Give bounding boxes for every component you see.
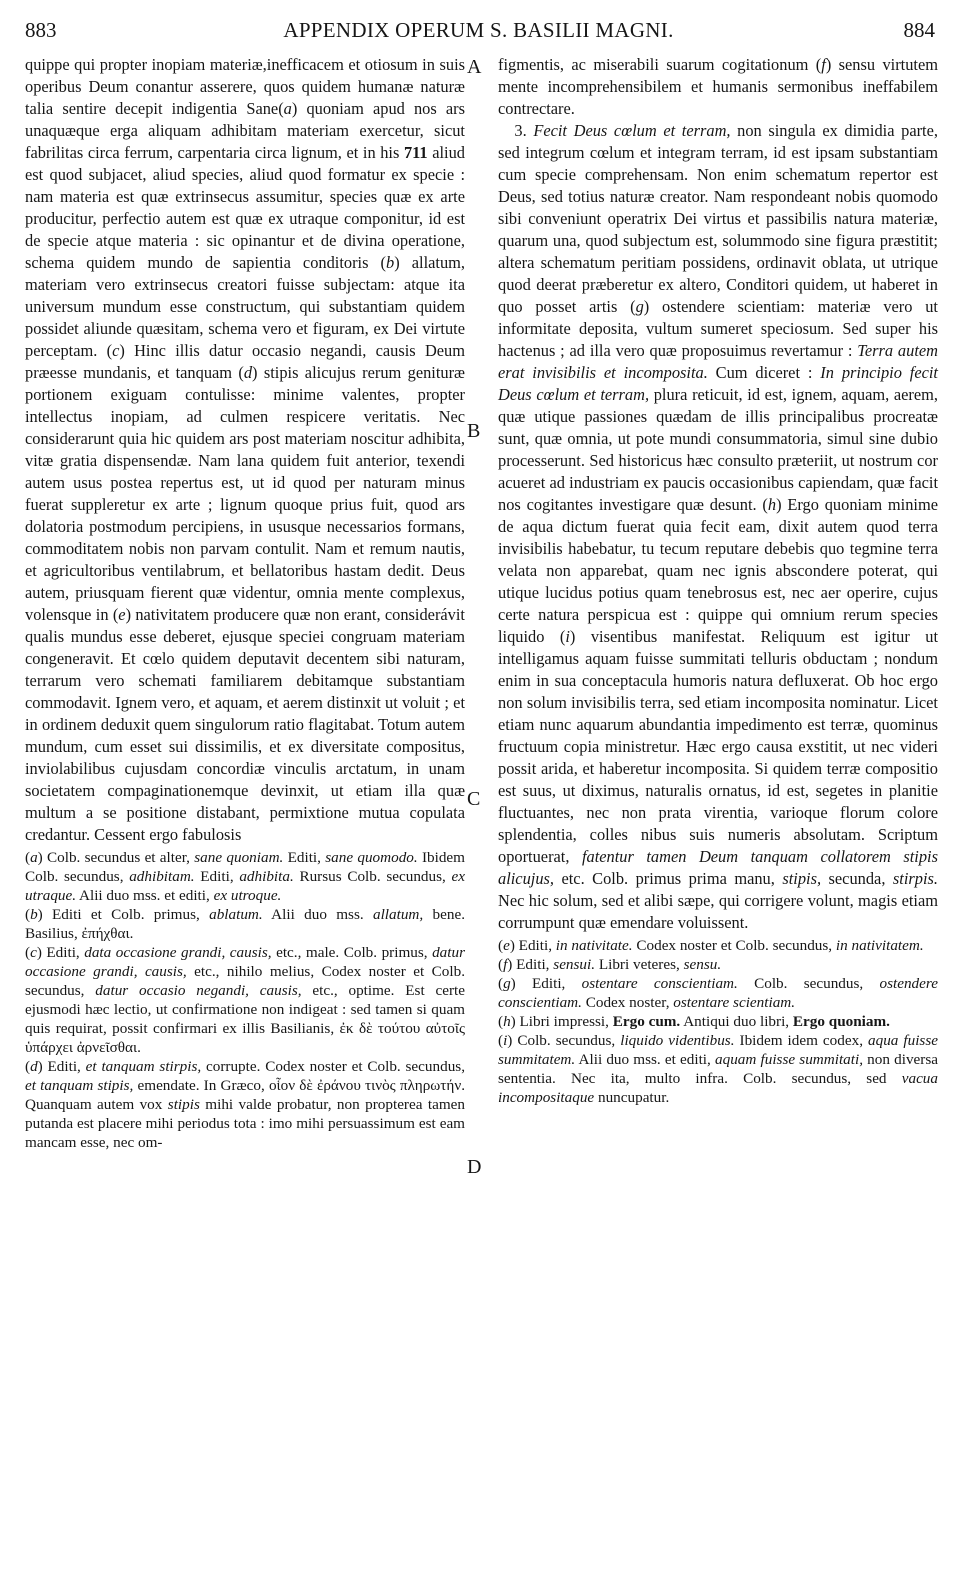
footnote-h: (h) Libri impressi, Ergo cum. Antiqui duo libri, Ergo quoniam. xyxy=(498,1013,890,1030)
footnote-e: (e) Editi, in nativitate. Codex noster et Colb. secundus, in nativitatem. xyxy=(498,937,924,954)
footnote-b: (b) Editi et Colb. primus, ablatum. Alii duo mss. allatum, bene. Basilius, ἐπήχθαι. xyxy=(25,906,465,942)
right-footnotes xyxy=(498,936,938,1107)
page-number-right: 884 xyxy=(903,18,935,42)
right-column xyxy=(498,54,938,1107)
footnote-c: (c) Editi, data occasione grandi, causis, etc., male. Colb. primus, datur occasione grandi, causis, etc., nihilo melius, Codex noster et Colb. secundus, datur occasio negandi, causis, etc., optime. Est certe ejusmodi hæc lectio, ut confirmatione non indigeat : sed tamen si quam quis requirat, possit confirmari ex illis Basilianis, ἐκ δὲ τούτου αὐτοῖς ὑπάρχει ἀρνεῖσθαι. xyxy=(25,944,466,1056)
margin-marker-d: D xyxy=(467,1156,482,1178)
footnote-f: (f) Editi, sensui. Libri veteres, sensu. xyxy=(498,956,722,973)
right-body-text: figmentis, ac miserabili suarum cogitationum (f) sensu virtutem mente incomprehensibilem et humanis sermonibus ineffabilem contrectare. 3. Fecit Deus cœlum et terram, non singula ex dimidia parte, sed integrum cœlum et integram terram, id est ipsam substantiam cum specie comprehensam. Non enim schematum repertor est Deus, sed totius naturæ creator. Nam respondeant nobis quomodo sibi conveniunt operatrix Dei virtus et passibilis natura materiæ, quarum una, quod subjectum est, solummodo sine figura præstitit; altera schematum peritiam possidens, ordinavit oblata, ut utrique quod deerat præberetur ex altero, Conditori quidem, ut haberet in quo posset artis (g) ostendere scientiam: materiæ vero ut informitate deposita, vultum sumeret speciosum. Sed super his hactenus ; ad illa vero quæ proposuimus revertamur : Terra autem erat invisibilis et incomposita. Cum diceret : In principio fecit Deus cœlum et terram, plura reticuit, id est, ignem, aquam, aerem, quæ utique passiones quædam de illis principalibus procreatæ sunt, quæ omnia, ut pote mundi consummatoria, simul sine dubio processerunt. Sed historicus hæc consulto præteriit, ut nostrum cor acueret ad industriam ex paucis occasionibus capiendam, quæ facit nos cogitantes investigare quæ desunt. (h) Ergo quoniam minime de aqua dictum fuerat quia fecit eam, dixit autem quod terra invisibilis habebatur, tu tecum reputare debebis quo tegmine terra velata non apparebat, quam nec ignis abscondere poterat, qui utique lucidus potius quam tenebrosus est, nec aer operire, cujus certe natura perspicua est : quippe qui omnium rerum species liquido (i) visentibus manifestat. Reliquum est igitur ut intelligamus aquam fuisse summitati telluris obductam ; nondum enim in sua conceptacula humoris natura defluxerat. Ob hoc ergo non solum invisibilis terra, sed etiam incomposita nominatur. Licet etiam nunc aquarum abundantia impedimento est terræ, quominus fructuum copia ministretur. Hæc ergo causa exstitit, ut nec videri possit arida, et haberetur incomposita. Si quidem terræ compositio est suus, ut diximus, naturalis ornatus, id est, segetes in planitie fluctuantes, nec non prata virentia, varioque florum colore splendentia, colles nibus suis numeris absolutam. Scriptum oportuerat, fatentur tamen Deum tanquam collatorem stipis alicujus, etc. Colb. primus prima manu, stipis, secunda, stirpis. Nec hic solum, sed et alibi sæpe, qui corrigere volunt, magis etiam corrumpunt quæ emendare voluissent. xyxy=(498,55,938,932)
footnote-d: (d) Editi, et tanquam stirpis, corrupte. Codex noster et Colb. secundus, et tanquam stipis, emendate. In Græco, οἷον δὲ ἐράνου τινὸς πληρωτήν. Quanquam autem vox stipis mihi valde probatur, non propterea tamen putanda est placere mihi periodus tota : imo mihi persuassimum est eam mancam esse, nec om- xyxy=(25,1058,466,1151)
footnote-a: (a) Colb. secundus et alter, sane quoniam. Editi, sane quomodo. Ibidem Colb. secundus, adhibitam. Editi, adhibita. Rursus Colb. secundus, ex utraque. Alii duo mss. et editi, ex utroque. xyxy=(25,849,465,904)
margin-marker-c: C xyxy=(467,788,481,810)
footnote-i: (i) Colb. secundus, liquido videntibus. Ibidem idem codex, aqua fuisse summitatem. Alii duo mss. et editi, aquam fuisse summitati, non diversa sententia. Nec ita, multo infra. Colb. secundus, sed vacua incompositaque nuncupatur. xyxy=(498,1032,938,1106)
left-column xyxy=(25,54,465,1152)
margin-marker-b: B xyxy=(467,420,481,442)
page-number-left: 883 xyxy=(25,18,57,42)
footnote-g: (g) Editi, ostentare conscientiam. Colb. secundus, ostendere conscientiam. Codex noster, ostentare scientiam. xyxy=(498,975,938,1011)
left-footnotes xyxy=(25,848,465,1152)
margin-marker-a: A xyxy=(467,56,482,78)
left-body-text: quippe qui propter inopiam materiæ,inefficacem et otiosum in suis operibus Deum conantur asserere, quos quidem humanæ naturæ talia sentire decepit indigentia Sane(a) quoniam apud nos ars unaquæque erga aliquam adhibitam materiam exercetur, sicut fabrilitas circa ferrum, carpentaria circa lignum, et in his 711 aliud est quod subjacet, aliud species, aliud quod formatur ex specie : nam materia est quæ extrinsecus assumitur, species quæ ex arte producitur, perfectio autem est quæ ex utraque componitur, id est de specie atque materia : sic opinantur et de divina operatione, schema quidem mundo de sapientia conditoris (b) allatum, materiam vero extrinsecus creatori fuisse subjectam: atque ita universum mundum esse constructum, qui substantiam quidem possidet aliunde quæsitam, schema vero et figuram, ex Dei virtute perceptam. (c) Hinc illis datur occasio negandi, causis Deum præesse mundanis, et tanquam (d) stipis alicujus rerum genituræ portionem exiguam contulisse: minime valentes, propter intellectus inopiam, ad culmen respicere veritatis. Nec considerarunt quia hic quidem ars post materiam noscitur adhibita, vitæ gratia dispensendæ. Nam lana quidem fuit anterior, texendi autem usus postea repertus est, ut id quod per naturam minus fuerat suppleretur ex arte ; lignum quoque prius fuit, quod ars dolatoria postmodum percipiens, in ususque necessarios formans, commoditatem nobis non parvam contulit. Nam et remum nautis, et agricultoribus ventilabrum, et bellatoribus hastam dedit. Deus autem, priusquam fierent quæ videntur, omnia mente complexus, volensque in (e) nativitatem producere quæ non erant, considerávit qualis mundus esse deberet, ejusque speciei congruam materiam congeneravit. Et cœlo quidem deputavit decentem sibi naturam, terrarum vero schemati familiarem debitamque substantiam commodavit. Ignem vero, et aquam, et aerem distinxit ut voluit ; et in ordinem deduxit quem singulorum ratio flagitabat. Totum autem mundum, cum esset sui dissimilis, et ex diversitate compositus, inviolabilibus cujusdam concordiæ vinculis arctatum, in unam societatem compaginationemque devinxit, ut etiam illa quæ multum a se positione distabant, permixtione mutua copulata credantur. Cessent ergo fabulosis xyxy=(25,55,466,844)
running-title: APPENDIX OPERUM S. BASILII MAGNI. xyxy=(283,18,674,42)
page-header xyxy=(0,18,957,46)
